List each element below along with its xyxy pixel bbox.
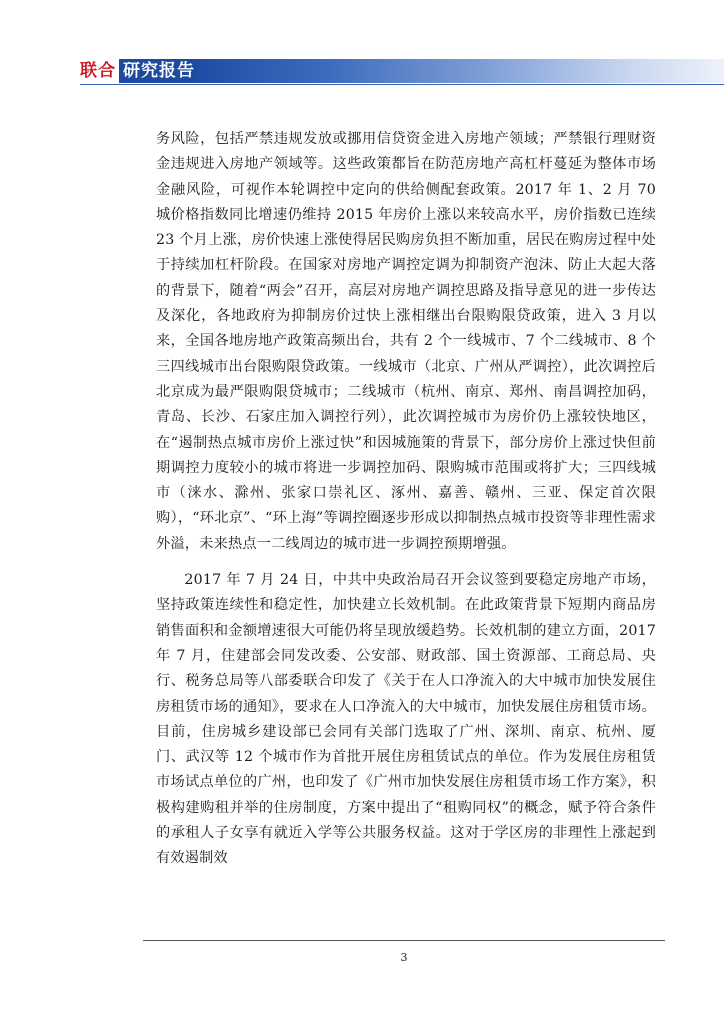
paragraph-2: 2017 年 7 月 24 日，中共中央政治局召开会议签到要稳定房地产市场，坚持政策连续性和稳定性，加快建立长效机制。在此政策背景下短期内商品房销售面积和金额增速很大可能仍将呈现放缓趋势。长效机制的建立方面，2017 年 7 月，住建部会同发改委、公安部、财政部、国土资源部、工商总局、央行、税务总局等八部委联合印发了《关于在人口净流入的大中城市加快发展住房租赁市场的通知》，要求在人口净流入的大中城市，加快发展住房租赁市场。目前，住房城乡建设部已会同有关部门选取了广州、深圳、南京、杭州、厦门、武汉等 12 个城市作为首批开展住房租赁试点的单位。作为发展住房租赁市场试点单位的广州，也印发了《广州市加快发展住房租赁市场工作方案》，积极构建购租并举的住房制度，方案中提出了“租购同权”的概念，赋予符合条件的承租人子女享有就近入学等公共服务权益。这对于学区房的非理性上涨起到有效遏制效: [156, 572, 656, 867]
document-body: [156, 127, 656, 872]
report-brand: [80, 59, 199, 83]
brand-lianhe: 联合: [80, 61, 116, 81]
brand-research-report: 研究报告: [119, 59, 199, 83]
page-number: 3: [400, 951, 408, 964]
paragraph-1: 务风险，包括严禁违规发放或挪用信贷资金进入房地产领域；严禁银行理财资金违规进入房地产领域等。这些政策都旨在防范房地产高杠杆蔓延为整体市场金融风险，可视作本轮调控中定向的供给侧配套政策。2017 年 1、2 月 70 城价格指数同比增速仍维持 2015 年房价上涨以来较高水平，房价指数已连续 23 个月上涨，房价快速上涨使得居民购房负担不断加重，居民在购房过程中处于持续加杠杆阶段。在国家对房地产调控定调为抑制资产泡沫、防止大起大落的背景下，随着“两会”召开，高层对房地产调控思路及指导意见的进一步传达及深化，各地政府为抑制房价过快上涨相继出台限购限贷政策，进入 3 月以来，全国各地房地产政策高频出台，共有 2 个一线城市、7 个二线城市、8 个三四线城市出台限购限贷政策。一线城市（北京、广州从严调控），此次调控后北京成为最严限购限贷城市；二线城市（杭州、南京、郑州、南昌调控加码，青岛、长沙、石家庄加入调控行列），此次调控城市为房价仍上涨较快地区，在“遏制热点城市房价上涨过快”和因城施策的背景下，部分房价上涨过快但前期调控力度较小的城市将进一步调控加码、限购城市范围或将扩大；三四线城市（涞水、滁州、张家口崇礼区、涿州、嘉善、赣州、三亚、保定首次限购），“环北京”、“环上海”等调控圈逐步形成以抑制热点城市投资等非理性需求外溢，未来热点一二线周边的城市进一步调控预期增强。: [156, 131, 656, 552]
report-header: [0, 57, 724, 85]
header-gradient-band: [197, 59, 724, 83]
footer-divider: [143, 940, 665, 941]
header-divider: [80, 84, 724, 85]
